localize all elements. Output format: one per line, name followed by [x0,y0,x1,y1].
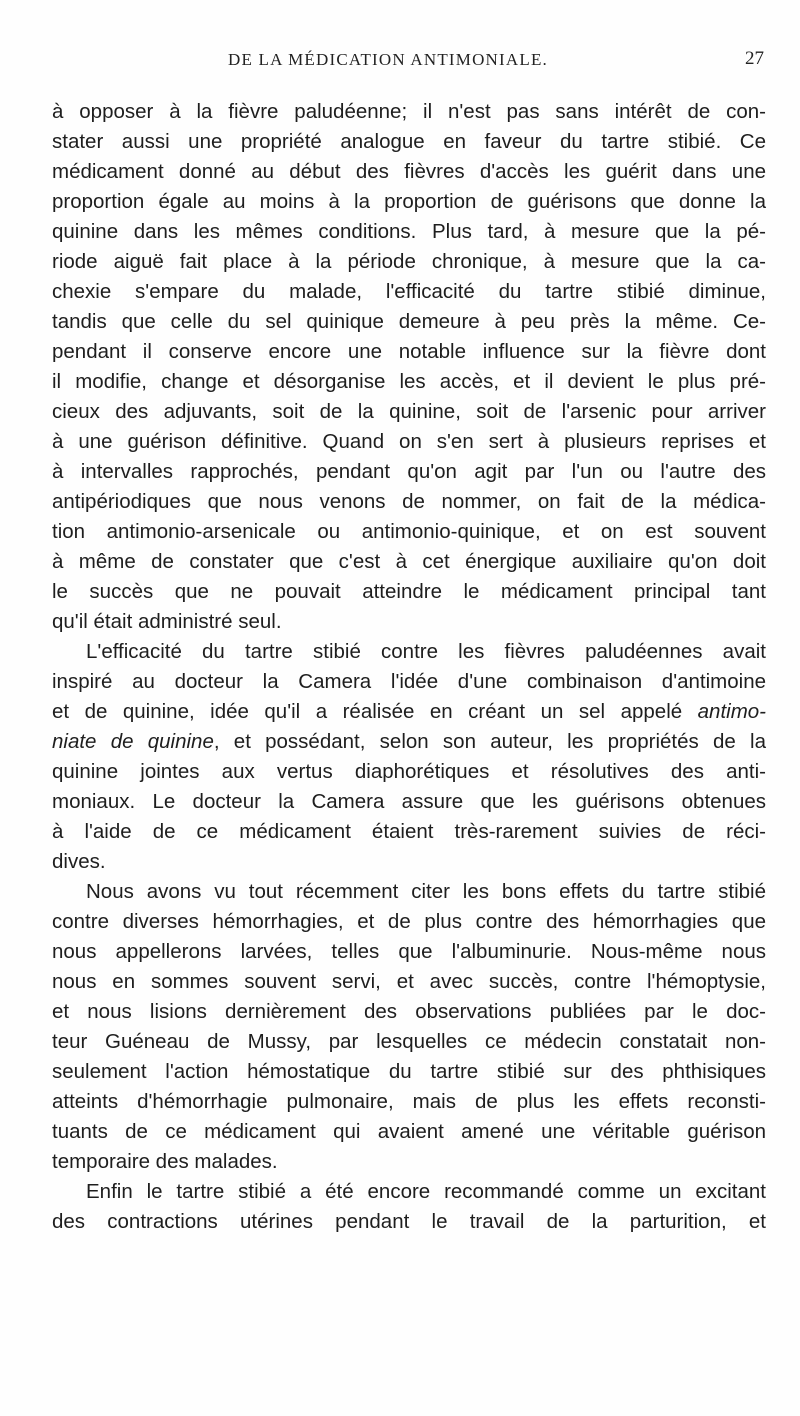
text-line: Nous avons vu tout récemment citer les bons effets du tartre stibié [86,880,766,903]
text-line: teur Guéneau de Mussy, par lesquelles ce médecin constatait non- [52,1030,766,1053]
text-line: temporaire des malades. [52,1150,278,1173]
text-line: tuants de ce médicament qui avaient amené une véritable guérison [52,1120,766,1143]
text-line: chexie s'empare du malade, l'efficacité du tartre stibié diminue, [52,280,766,303]
text-line: moniaux. Le docteur la Camera assure que les guérisons obtenues [52,790,766,813]
text-line: nous appellerons larvées, telles que l'albuminurie. Nous-même nous [52,940,766,963]
text-line: à l'aide de ce médicament étaient très-rarement suivies de réci- [52,820,766,843]
text-line: des contractions utérines pendant le travail de la parturition, et [52,1210,766,1233]
text-run: et de quinine, idée qu'il a réalisée en créant un sel appelé [52,700,683,723]
text-line-with-italic [52,727,766,757]
text-line: stater aussi une propriété analogue en faveur du tartre stibié. Ce [52,130,766,153]
text-line: pendant il conserve encore une notable influence sur la fièvre dont [52,340,766,363]
text-line: inspiré au docteur la Camera l'idée d'une combinaison d'antimoine [52,670,766,693]
text-line: antipériodiques que nous venons de nommer, on fait de la médica- [52,490,766,513]
page-number: 27 [745,48,764,69]
text-line: proportion égale au moins à la proportion de guérisons que donne la [52,190,766,213]
text-line-with-italic [52,697,766,727]
text-line: qu'il était administré seul. [52,610,282,633]
running-title: DE LA MÉDICATION ANTIMONIALE. [228,50,548,69]
text-line: il modifie, change et désorganise les accès, et il devient le plus pré- [52,370,766,393]
text-line: à même de constater que c'est à cet énergique auxiliaire qu'on doit [52,550,766,573]
text-line: quinine jointes aux vertus diaphorétiques et résolutives des anti- [52,760,766,783]
text-line: à une guérison définitive. Quand on s'en sert à plusieurs reprises et [52,430,766,453]
text-line: nous en sommes souvent servi, et avec succès, contre l'hémoptysie, [52,970,766,993]
text-line: riode aiguë fait place à la période chronique, à mesure que la ca- [52,250,766,273]
text-line: et nous lisions dernièrement des observations publiées par le doc- [52,1000,766,1023]
text-run: , et possédant, selon son auteur, les propriétés de la [213,730,766,753]
text-line: à opposer à la fièvre paludéenne; il n'est pas sans intérêt de con- [52,100,766,123]
italic-term: antimo- [697,700,766,723]
text-line: Enfin le tartre stibié a été encore recommandé comme un excitant [86,1180,766,1203]
text-line: L'efficacité du tartre stibié contre les fièvres paludéennes avait [86,640,766,663]
text-line: cieux des adjuvants, soit de la quinine, soit de l'arsenic pour arriver [52,400,766,423]
text-line: médicament donné au début des fièvres d'accès les guérit dans une [52,160,766,183]
text-line: le succès que ne pouvait atteindre le médicament principal tant [52,580,766,603]
text-line: tion antimonio-arsenicale ou antimonio-quinique, et on est souvent [52,520,766,543]
text-line: contre diverses hémorrhagies, et de plus contre des hémorrhagies que [52,910,766,933]
text-line: dives. [52,850,106,873]
text-line: seulement l'action hémostatique du tartre stibié sur des phthisiques [52,1060,766,1083]
text-line: à intervalles rapprochés, pendant qu'on agit par l'un ou l'autre des [52,460,766,483]
text-line: tandis que celle du sel quinique demeure à peu près la même. Ce- [52,310,766,333]
italic-term: niate de quinine [52,730,214,753]
text-line: quinine dans les mêmes conditions. Plus tard, à mesure que la pé- [52,220,766,243]
text-line: atteints d'hémorrhagie pulmonaire, mais de plus les effets reconsti- [52,1090,766,1113]
